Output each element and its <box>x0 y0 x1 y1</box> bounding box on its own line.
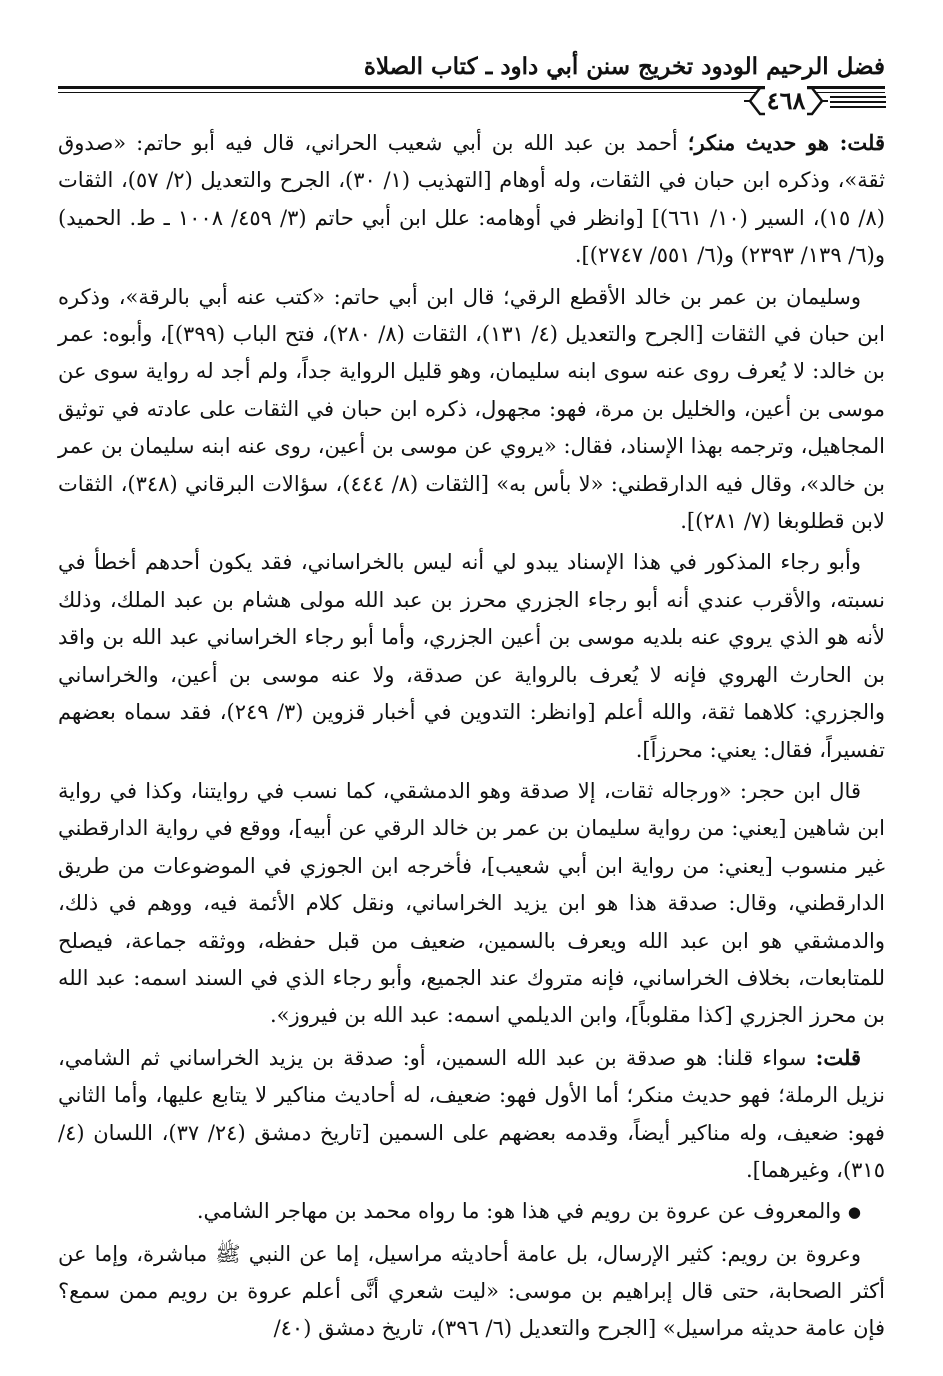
paragraph-text: أحمد بن عبد الله بن أبي شعيب الحراني، قال فيه أبو حاتم: «صدوق ثقة»، وذكره ابن حبان في الثقات، وله أوهام [التهذيب (١/ ٣٠)، الجرح والتعديل (٢/ ٥٧)، الثقات (٨/ ١٥)، السير (١٠/ ٦٦١)] [وانظر في أوهامه: علل ابن أبي حاتم (٣/ ٤٥٩/ ١٠٠٨ ـ ط. الحميد) و(٦/ ١٣٩/ ٢٣٩٣) و(٦/ ٥٥١/ ٢٧٤٧)]. <box>58 131 885 268</box>
paragraph <box>58 1236 885 1348</box>
bullet-icon: ● <box>847 1203 861 1222</box>
paragraph-text: سواء قلنا: هو صدقة بن عبد الله السمين، أو: صدقة بن يزيد الخراساني ثم الشامي، نزيل الرملة؛ فهو حديث منكر؛ أما الأول فهو: ضعيف، له أحاديث مناكير لا يتابع عليها، وأما الثاني فهو: ضعيف، وله مناكير أيضاً، وقدمه بعضهم على السمين [تاريخ دمشق (٢٤/ ٣٧)، اللسان (٤/ ٣١٥)، وغيرهما]. <box>58 1045 885 1182</box>
paragraph <box>58 544 885 768</box>
body-text <box>58 124 885 1352</box>
paragraph-text: والمعروف عن عروة بن رويم في هذا هو: ما رواه محمد بن مهاجر الشامي. <box>196 1199 848 1224</box>
page-number-frame <box>744 84 828 118</box>
page-number-side-lines <box>830 96 886 106</box>
paragraph-text: قال ابن حجر: «ورجاله ثقات، إلا صدقة وهو الدمشقي، كما نسب في روايتنا، وكذا في رواية ابن شاهين [يعني: من رواية سليمان بن عمر بن خالد الرقي عن أبيه]، ووقع في رواية الدارقطني غير منسوب [يعني: من رواية ابن أبي شعيب]، فأخرجه ابن الجوزي في الموضوعات من طريق الدارقطني، وقال: صدقة هذا هو ابن يزيد الخراساني، ونقل كلام الأئمة فيه، ووهم في ذلك، والدمشقي هو ابن عبد الله ويعرف بالسمين، ضعيف من قبل حفظه، ووثقه جماعة، فيصلح للمتابعات، بخلاف الخراساني، فإنه متروك عند الجميع، وأبو رجاء الذي في السند اسمه: عبد الله بن محرز الجزري [كذا مقلوباً]، وابن الديلمي اسمه: عبد الله بن فيروز». <box>58 778 885 1028</box>
paragraph-lead: قلت: هو حديث منكر؛ <box>687 130 885 155</box>
paragraph <box>58 1039 885 1190</box>
running-header: فضل الرحيم الودود تخريج سنن أبي داود ـ كتاب الصلاة <box>363 53 885 80</box>
paragraph-lead: قلت: <box>815 1044 861 1070</box>
paragraph <box>58 773 885 1035</box>
paragraph <box>58 1193 885 1231</box>
paragraph <box>58 124 885 275</box>
paragraph <box>58 279 885 541</box>
paragraph-text: وأبو رجاء المذكور في هذا الإسناد يبدو لي أنه ليس بالخراساني، فقد يكون أحدهم أخطأ في نسبته، والأقرب عندي أنه أبو رجاء الجزري محرز بن عبد الله مولى هشام بن عبد الملك، وذلك لأنه هو الذي يروي عنه بلديه موسى بن أعين الجزري، وأما أبو رجاء الخراساني عبد الله بن واقد بن الحارث الهروي فإنه لا يُعرف بالرواية عن صدقة، ولا عنه موسى بن أعين، والخراساني والجزري: كلاهما ثقة، والله أعلم [وانظر: التدوين في أخبار قزوين (٣/ ٢٤٩)، فقد سماه بعضهم تفسيراً، فقال: يعني: محرزاً]. <box>58 550 885 762</box>
paragraph-text: وسليمان بن عمر بن خالد الأقطع الرقي؛ قال ابن أبي حاتم: «كتب عنه أبي بالرقة»، وذكره ابن حبان في الثقات [الجرح والتعديل (٤/ ١٣١)، الثقات (٨/ ٢٨٠)، فتح الباب (٣٩٩)]، وأبوه: عمر بن خالد: لا يُعرف روى عنه سوى ابنه سليمان، وهو قليل الرواية جداً، ولم أجد له رواية سوى عن موسى بن أعين، والخليل بن مرة، فهو: مجهول، ذكره ابن حبان في الثقات على عادته في توثيق المجاهيل، وترجمه بهذا الإسناد، فقال: «يروي عن موسى بن أعين، روى عنه ابنه سليمان بن عمر بن خالد»، وقال فيه الدارقطني: «لا بأس به» [الثقات (٨/ ٤٤٤)، سؤالات البرقاني (٣٤٨)، الثقات لابن قطلوبغا (٧/ ٢٨١)]. <box>58 284 886 534</box>
paragraph-text: وعروة بن رويم: كثير الإرسال، بل عامة أحاديثه مراسيل، إما عن النبي ﷺ مباشرة، وإما عن أكثر الصحابة، حتى قال إبراهيم بن موسى: «ليت شعري أنَّى أعلم عروة بن رويم ممن سمع؟ فإن عامة حديثه مراسيل» [الجرح والتعديل (٦/ ٣٩٦)، تاريخ دمشق (٤٠/ <box>58 1241 885 1341</box>
page-number: ٤٦٨ <box>766 86 806 115</box>
